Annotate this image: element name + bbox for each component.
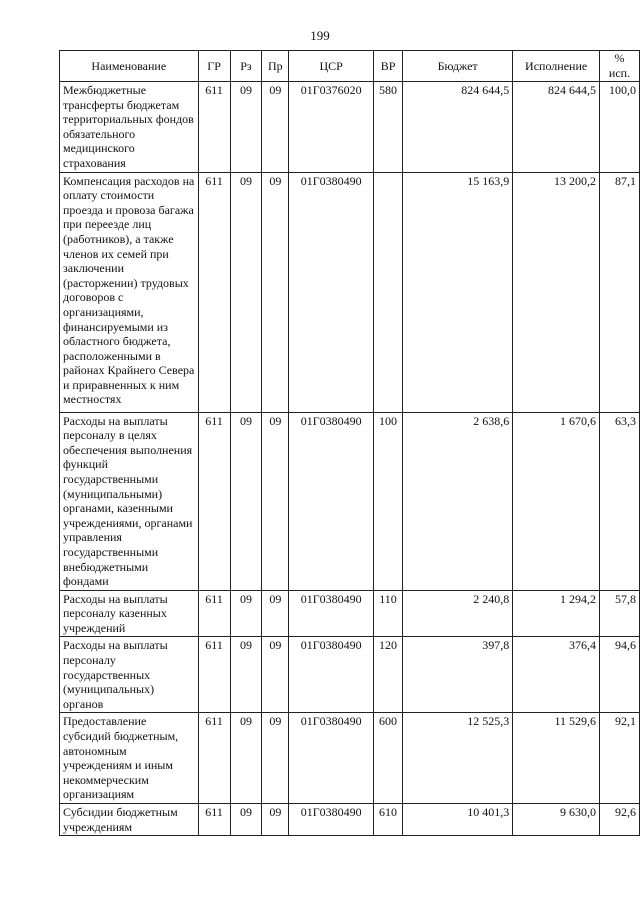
header-execution: Исполнение [513,51,600,82]
row-rz: 09 [230,804,262,836]
row-vr: 580 [374,82,403,173]
row-rz: 09 [230,637,262,713]
row-gr: 611 [198,713,230,804]
page-number: 199 [310,28,330,43]
header-percent-symbol: % [614,51,625,66]
row-name: Расходы на выплаты персоналу казенных учреждений [60,590,199,637]
row-vr [374,172,403,412]
header-pr: Пр [262,51,289,82]
row-percent: 57,8 [600,590,640,637]
header-rz: Рз [230,51,262,82]
row-execution: 13 200,2 [513,172,600,412]
row-csr: 01Г0380490 [289,412,374,590]
row-csr: 01Г0380490 [289,172,374,412]
row-csr: 01Г0380490 [289,804,374,836]
header-budget: Бюджет [403,51,513,82]
row-rz: 09 [230,713,262,804]
row-csr: 01Г0380490 [289,637,374,713]
row-rz: 09 [230,82,262,173]
row-pr: 09 [262,82,289,173]
row-execution: 1 670,6 [513,412,600,590]
header-name: Наименование [60,51,199,82]
table-row [60,637,640,713]
header-percent-label: исп. [608,66,631,80]
row-csr: 01Г0380490 [289,590,374,637]
row-vr: 110 [374,590,403,637]
row-percent: 87,1 [600,172,640,412]
row-pr: 09 [262,590,289,637]
header-row [60,51,640,82]
row-gr: 611 [198,172,230,412]
row-budget: 10 401,3 [403,804,513,836]
row-execution: 11 529,6 [513,713,600,804]
row-name: Межбюджетные трансферты бюджетам территориальных фондов обязательного медицинского страхования [60,82,199,173]
row-rz: 09 [230,412,262,590]
row-name: Компенсация расходов на оплату стоимости проезда и провоза багажа при переезде лиц (работников), а также членов их семей при заключении (расторжении) трудовых договоров с организациями, финансируемыми из областного бюджета, расположенными в районах Крайнего Севера и приравненных к ним местностях [60,172,199,412]
row-budget: 2 638,6 [403,412,513,590]
table-row [60,172,640,412]
table-row [60,713,640,804]
table-row [60,412,640,590]
row-csr: 01Г0380490 [289,713,374,804]
row-percent: 92,1 [600,713,640,804]
row-pr: 09 [262,637,289,713]
header-csr: ЦСР [289,51,374,82]
row-budget: 12 525,3 [403,713,513,804]
row-percent: 100,0 [600,82,640,173]
budget-table [59,50,640,836]
row-vr: 100 [374,412,403,590]
row-budget: 15 163,9 [403,172,513,412]
header-gr: ГР [198,51,230,82]
row-name: Субсидии бюджетным учреждениям [60,804,199,836]
row-gr: 611 [198,412,230,590]
row-percent: 63,3 [600,412,640,590]
row-budget: 2 240,8 [403,590,513,637]
row-execution: 824 644,5 [513,82,600,173]
row-budget: 824 644,5 [403,82,513,173]
row-vr: 120 [374,637,403,713]
row-name: Предоставление субсидий бюджетным, автономным учреждениям и иным некоммерческим организациям [60,713,199,804]
row-percent: 92,6 [600,804,640,836]
table-row [60,82,640,173]
row-csr: 01Г0376020 [289,82,374,173]
row-pr: 09 [262,804,289,836]
row-budget: 397,8 [403,637,513,713]
row-rz: 09 [230,590,262,637]
row-vr: 600 [374,713,403,804]
table-row [60,590,640,637]
row-gr: 611 [198,637,230,713]
row-name: Расходы на выплаты персоналу государственных (муниципальных) органов [60,637,199,713]
row-execution: 9 630,0 [513,804,600,836]
row-execution: 1 294,2 [513,590,600,637]
row-gr: 611 [198,82,230,173]
row-name: Расходы на выплаты персоналу в целях обеспечения выполнения функций государственными (муниципальными) органами, казенными учреждениями, органами управления государственными внебюджетными фондами [60,412,199,590]
table-row [60,804,640,836]
header-percent [600,51,640,82]
row-vr: 610 [374,804,403,836]
row-pr: 09 [262,412,289,590]
header-vr: ВР [374,51,403,82]
row-rz: 09 [230,172,262,412]
row-percent: 94,6 [600,637,640,713]
row-pr: 09 [262,172,289,412]
row-pr: 09 [262,713,289,804]
row-gr: 611 [198,804,230,836]
row-gr: 611 [198,590,230,637]
row-execution: 376,4 [513,637,600,713]
